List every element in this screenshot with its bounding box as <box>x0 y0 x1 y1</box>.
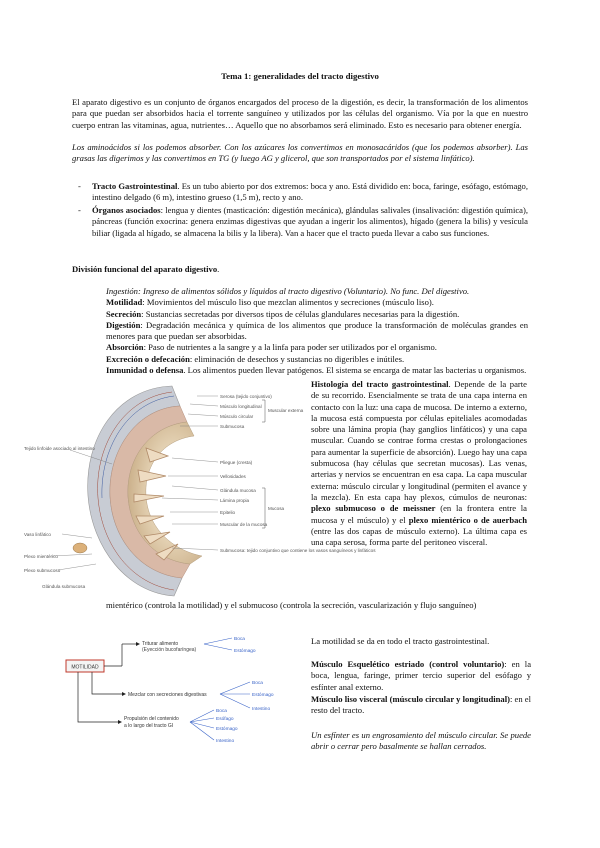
bullet-tracto <box>78 181 529 204</box>
bullet-text: : lengua y dientes (masticación: digestión mecánica), glándulas salivales (insalivación: digestión química), páncreas (función exocrina: genera enzimas digestivas que ayudan a ingerir los alimentos), hígado (genera la bilis) y vesícula biliar (ligada al hígado, se almacena la bilis y la libera). Van a hacer que el tracto pueda llevar a cabo sus funciones. <box>92 205 528 238</box>
label-plexo-mient: Plexo mientérico <box>24 554 58 559</box>
bullet-text: . Es un tubo abierto por dos extremos: boca y ano. Está dividido en: boca, faringe, esófago, estómago, intestino delgado (6 m), intestino grueso (1,5 m), recto y ano. <box>92 181 529 203</box>
n3-child: Esófago <box>216 717 234 722</box>
label-lamina-propia: Lámina propia <box>220 498 250 503</box>
page-title: Tema 1: generalidades del tracto digestivo <box>221 71 379 81</box>
label-vellosidades: Vellosidades <box>220 474 246 479</box>
n2-child: Intestino <box>252 707 271 712</box>
intro-italic-paragraph: Los aminoácidos si los podemos absorber. Con los azúcares los convertimos en monosacáridos (que los podemos absorber). Las grasas las digerimos y las convertimos en TG (y luego AG y glicerol, que son transportados por el sistema linfático). <box>72 142 528 164</box>
motility-sphincter-note: Un esfínter es un engrosamiento del músculo circular. Se puede abrir o cerrar pero basalmente se hallan cerrados. <box>311 730 531 752</box>
n1: Triturar alimento <box>142 641 179 647</box>
label-muscular-mucosa: Muscular de la mucosa <box>220 522 268 527</box>
label-circular: Músculo circular <box>220 414 254 419</box>
bullet-term: Órganos asociados <box>92 205 161 215</box>
bullet-dash: - <box>78 181 81 191</box>
label-pliegue: Pliegue (cresta) <box>220 460 253 465</box>
def-item: Absorción: Paso de nutrientes a la sangre y a la linfa para poder ser utilizados por el organismo. <box>106 342 437 353</box>
label-vaso: Vaso linfático <box>24 532 51 537</box>
motility-skeletal: Músculo Esquelético estriado (control voluntario): en la boca, lengua, faringe, primer tercio superior del esófago y esfínter anal externo. <box>311 659 532 692</box>
label-glandula-mucosa: Glándula mucosa <box>220 488 256 493</box>
def-item: Digestión: Degradación mecánica y química de los alimentos que produce la transformación de moléculas grandes en menores para que puedan ser absorbidas. <box>106 319 528 342</box>
label-serosa: Serosa (tejido conjuntivo) <box>220 394 272 399</box>
def-item: Secreción: Sustancias secretadas por diversos tipos de células glandulares necesarias para la digestión. <box>106 308 460 319</box>
def-item: Motilidad: Movimientos del músculo liso que mezclan alimentos y secreciones (músculo liso). <box>106 297 434 308</box>
n1b: (Eyección bucofaríngea) <box>142 647 197 653</box>
n2-child: Estómago <box>252 693 274 698</box>
n1-child: Estómago <box>234 649 256 654</box>
bullet-organos <box>78 205 528 239</box>
division-heading: División funcional del aparato digestivo. <box>72 264 220 274</box>
n3: Propulsión del contenido <box>124 716 179 722</box>
label-plexo-sub: Plexo submucoso <box>24 568 61 573</box>
n1-child: Boca <box>234 637 245 642</box>
def-ingestion: Ingestión: Ingreso de alimentos sólidos y líquidos al tracto digestivo (Voluntario). No func. Del digestivo. <box>106 286 470 296</box>
motility-smooth: Músculo liso visceral (músculo circular y longitudinal): en el resto del tracto. <box>311 694 532 716</box>
histology-continuation: mientérico (controla la motilidad) y el submucoso (controla la secreción, vascularización y flujo sanguíneo) <box>106 600 477 610</box>
n3-child: Intestino <box>216 739 235 744</box>
bullet-term: Tracto Gastrointestinal <box>92 181 178 191</box>
n3-child: Boca <box>216 709 227 714</box>
motility-root: MOTILIDAD <box>71 664 99 671</box>
label-glandula-sub: Glándula submucosa <box>42 584 86 589</box>
n2: Mezclar con secreciones digestivas <box>128 692 207 698</box>
n3b: a lo largo del tracto GI <box>124 723 174 729</box>
label-longitudinal: Músculo longitudinal <box>220 404 262 409</box>
intro-paragraph: El aparato digestivo es un conjunto de órganos encargados del proceso de la digestión, es decir, la transformación de los alimentos para que puedan ser absorbidos hacia el torrente sanguíneo y utilizados por las células del organismo. Vía por la que en nuestro cuerpo entran las vitaminas, agua, nutrientes… Aquello que no absorbamos será eliminado. Esto es necesario para obtener energía. <box>72 97 528 130</box>
motility-diagram <box>64 636 300 756</box>
n2-child: Boca <box>252 681 263 686</box>
label-submucosa: Submucosa <box>220 424 245 429</box>
bullet-dash: - <box>78 205 81 215</box>
definitions-block <box>106 286 528 376</box>
histology-paragraph: Histología del tracto gastrointestinal. Depende de la parte de su recorrido. Esencialmente se trata de una capa interna en contacto con la luz: una capa de mucosa. De interno a externo, la mucosa está compuesta por células epiteliales acomodadas sobre una lámina propia (hay ganglios linfáticos) y una capa muscular. Cuando se contrae forma crestas o prolongaciones para aumentar la superficie de absorción). Luego hay una capa submucosa (hay células que secretan mucosas). Las venas, arterias y nervios se encuentran en esa capa. La capa muscular externa: músculo circular y longitudinal (permiten el avance y la mezcla). En esta capa hay plexos, cúmulos de neuronas: plexo submucoso o de meissner (en la frontera entre la mucosa y el músculo) y el plexo mientérico o de auerbach (entre las dos capas de músculo externo). La última capa es una capa serosa, forma parte del peritoneo visceral. <box>311 379 527 548</box>
label-epitelio: Epitelio <box>220 510 236 515</box>
motility-line1: La motilidad se da en todo el tracto gastrointestinal. <box>311 636 490 646</box>
label-muscular-ext: Muscular externa <box>268 408 304 413</box>
label-left1: Tejido linfoide asociado al intestino <box>24 446 95 451</box>
def-item: Excreción o defecación: eliminación de desechos y sustancias no digeribles e inútiles. <box>106 353 405 364</box>
n3-child: Estómago <box>216 727 238 732</box>
label-mucosa: Mucosa <box>268 506 285 511</box>
def-item: Inmunidad o defensa. Los alimentos pueden llevar patógenos. El sistema se encarga de matar las bacterias u organismos. <box>106 365 527 376</box>
motility-tree <box>64 636 300 756</box>
label-glands-note: Submucosa: tejido conjuntivo que contiene los vasos sanguíneos y linfáticos <box>220 548 376 553</box>
